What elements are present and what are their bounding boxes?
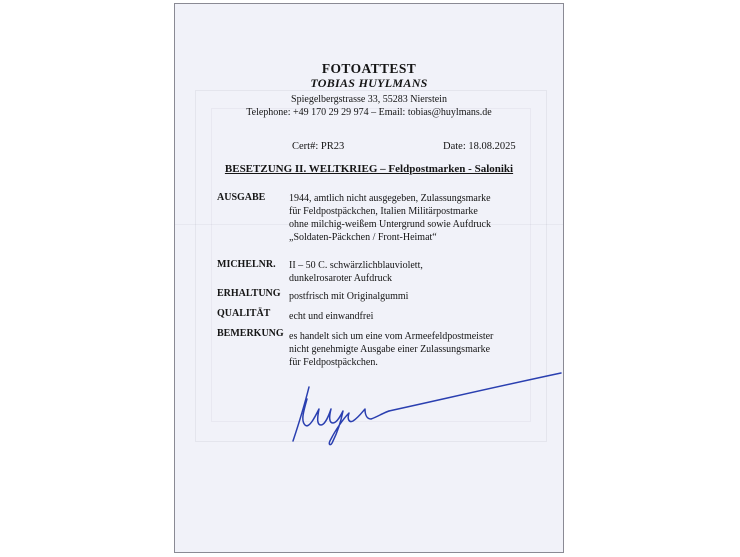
value-line: „Soldaten-Päckchen / Front-Heimat“	[289, 232, 437, 243]
expert-address: Spiegelbergstrasse 33, 55283 Nierstein	[291, 94, 447, 105]
value-line: II – 50 C. schwärzlichblauviolett,	[289, 260, 423, 271]
expert-name: TOBIAS HUYLMANS	[310, 76, 428, 90]
label-ausgabe: AUSGABE	[217, 192, 266, 203]
value-line: dunkelrosaroter Aufdruck	[289, 273, 393, 284]
label-bemerkung: BEMERKUNG	[217, 328, 284, 339]
handwritten-signature	[275, 369, 575, 459]
label-qualitaet: QUALITÄT	[217, 308, 271, 319]
value-line: ohne milchig-weißem Untergrund sowie Aufdruck	[289, 219, 491, 230]
value-line: postfrisch mit Originalgummi	[289, 291, 409, 302]
value-line: für Feldpostpäckchen.	[289, 357, 378, 368]
value-line: echt und einwandfrei	[289, 311, 374, 322]
value-line: 1944, amtlich nicht ausgegeben, Zulassungsmarke	[289, 193, 491, 204]
value-line: es handelt sich um eine vom Armeefeldpostmeister	[289, 331, 494, 342]
value-qualitaet	[289, 310, 539, 323]
value-line: nicht genehmigte Ausgabe einer Zulassungsmarke	[289, 344, 491, 355]
cert-number-value: PR23	[320, 141, 345, 152]
certificate-title: FOTOATTEST	[321, 61, 417, 76]
section-heading: BESETZUNG II. WELTKRIEG – Feldpostmarken - Saloniki	[224, 163, 514, 175]
value-erhaltung	[289, 290, 539, 303]
cert-date-label: Date:	[443, 141, 466, 152]
cert-date-value: 18.08.2025	[468, 141, 516, 152]
value-bemerkung	[289, 330, 539, 369]
cert-date	[443, 141, 516, 152]
expert-contact: Telephone: +49 170 29 29 974 – Email: tobias@huylmans.de	[246, 107, 492, 118]
label-erhaltung: ERHALTUNG	[217, 288, 281, 299]
cert-number-label: Cert#:	[292, 141, 319, 152]
label-michelnr: MICHELNR.	[217, 259, 276, 270]
value-line: für Feldpostpäckchen, Italien Militärpostmarke	[289, 206, 478, 217]
value-ausgabe	[289, 192, 539, 244]
cert-number	[292, 141, 344, 152]
value-michelnr	[289, 259, 539, 285]
certificate-sheet	[174, 3, 564, 553]
